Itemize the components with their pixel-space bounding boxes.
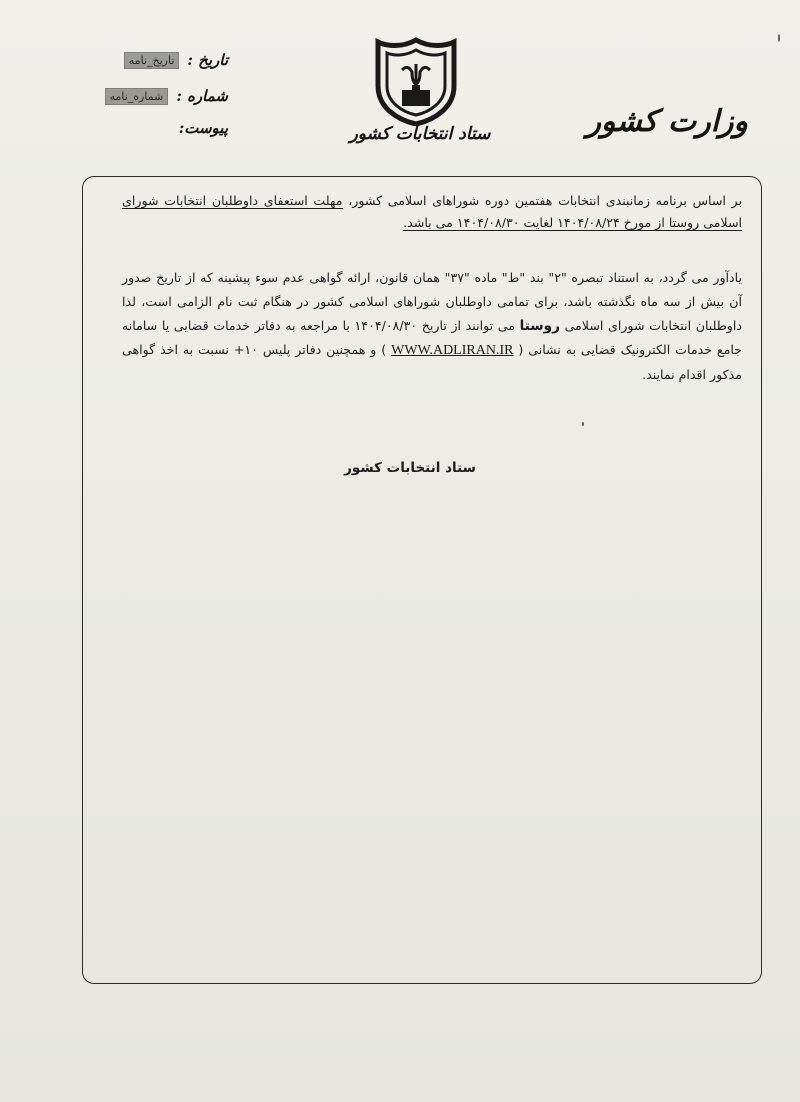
village-bold-word: روستا [519, 318, 560, 334]
date-label: تاریخ : [187, 51, 228, 69]
date-field: تاریخ_نامه [124, 52, 180, 69]
signature-title: ستاد انتخابات کشور [344, 460, 476, 476]
paragraph-reminder [122, 266, 742, 387]
paragraph2-text-2: می توانند از تاریخ ۱۴۰۴/۰۸/۳۰ با مراجعه به دفاتر خدمات قضایی یا سامانه جامع خدمات الکترونیک قضایی به نشانی ( [122, 318, 742, 357]
election-emblem-icon [372, 36, 460, 126]
adliran-link[interactable]: WWW.ADLIRAN.IR [391, 343, 514, 358]
number-row [108, 84, 228, 108]
number-field: شماره_نامه [105, 88, 169, 105]
paragraph-deadline [122, 190, 742, 234]
paragraph2-text-1: یادآور می گردد، به استناد تبصره "۲" بند "ط" ماده "۳۷" همان قانون، ارائه گواهی عدم سوء پیشینه که از تاریخ صدور آن بیش از سه ماه نگذشته باشد، برای تمامی داوطلبان شوراهای اسلامی کشور در هنگام ثبت نام الزامی است، لذا داوطلبان انتخابات شورای اسلامی [122, 270, 742, 333]
paragraph1-text: بر اساس برنامه زمانبندی انتخابات هفتمین دوره شوراهای اسلامی کشور، [342, 193, 742, 208]
number-label: شماره : [176, 87, 228, 105]
scan-speck [778, 34, 780, 42]
headquarters-title: ستاد انتخابات کشور [349, 124, 491, 144]
paragraph1-underlined-text: مهلت استعفای داوطلبان انتخابات شورای اسلامی روستا از مورخ ۱۴۰۴/۰۸/۲۴ لغایت ۱۴۰۴/۰۸/۳۰ می باشد. [122, 193, 742, 230]
attachment-label: پیوست: [178, 119, 228, 137]
paragraph2-text-3: ) و همچنین دفاتر پلیس ۱۰+ نسبت به اخذ گواهی مذکور اقدام نمایند. [122, 342, 742, 382]
ministry-title: وزارت کشور [586, 104, 748, 139]
attachment-row [108, 116, 228, 140]
date-row [108, 48, 228, 72]
scan-speck [582, 422, 584, 426]
